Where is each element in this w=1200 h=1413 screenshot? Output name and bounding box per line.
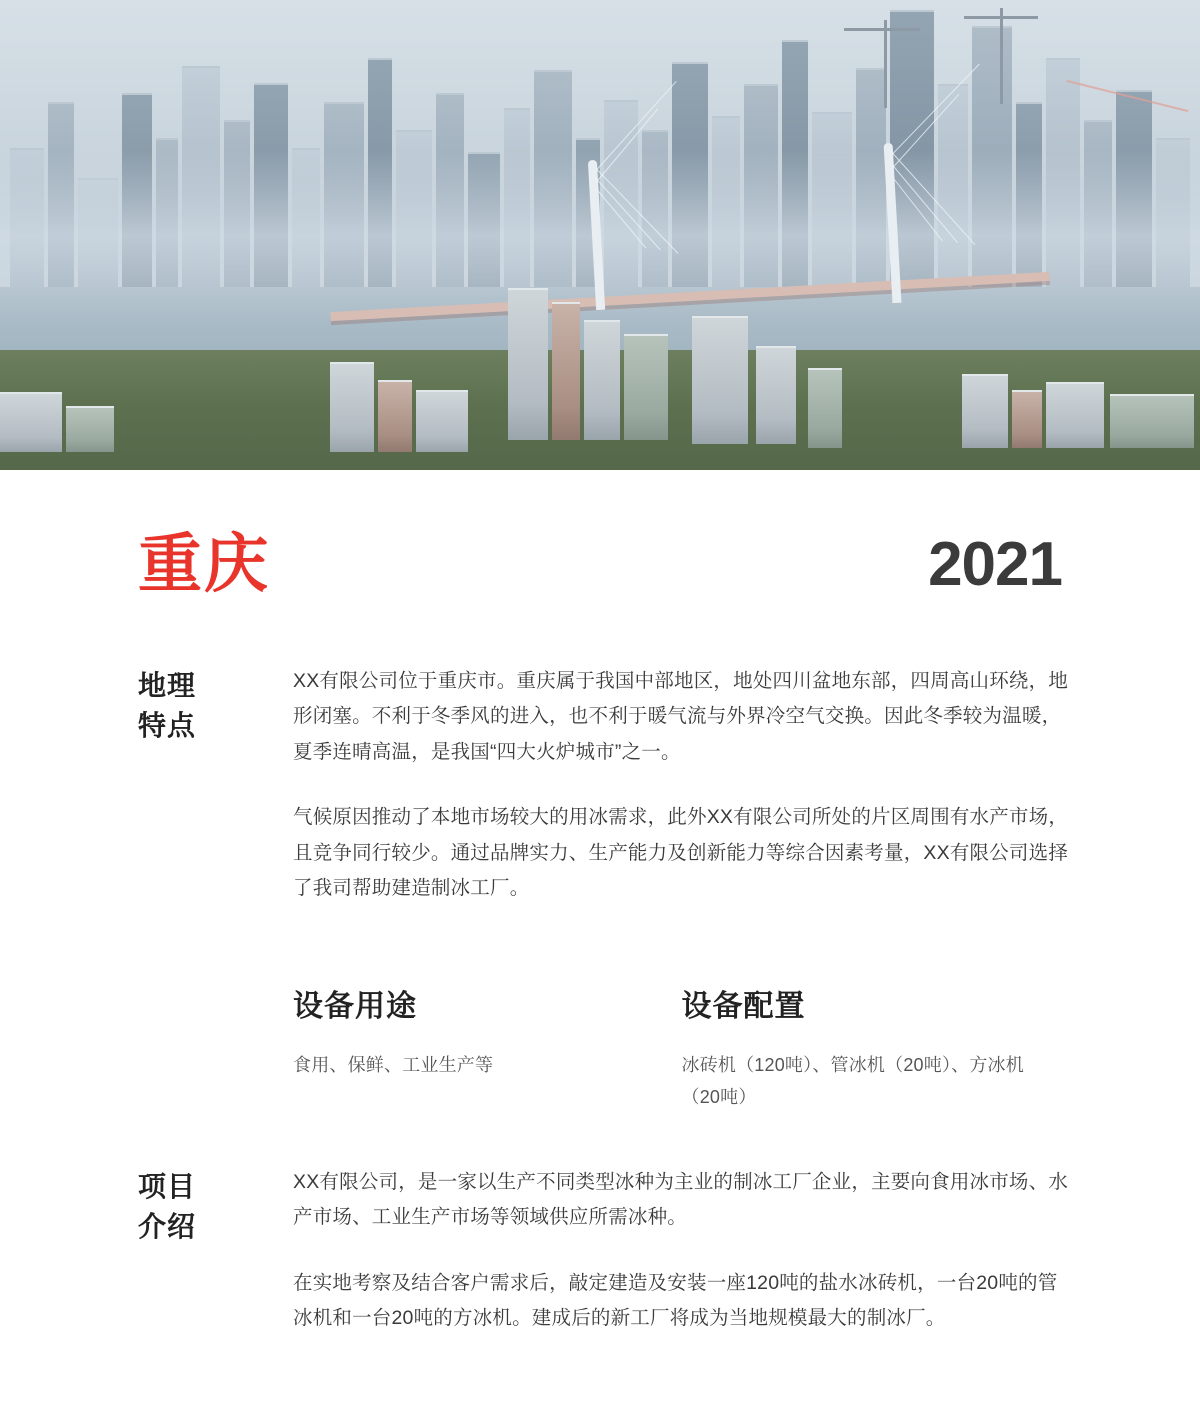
section-label-line1: 地理 bbox=[138, 670, 197, 701]
paragraph: XX有限公司，是一家以生产不同类型冰种为主业的制冰工厂企业，主要向食用冰市场、水产市场、工业生产市场等领域供应所需冰种。 bbox=[293, 1170, 1069, 1229]
crane-icon bbox=[884, 20, 887, 108]
page-title: 重庆 bbox=[138, 528, 270, 600]
spec-column-usage bbox=[293, 981, 682, 1113]
spec-title: 设备配置 bbox=[681, 989, 806, 1023]
foreground-building bbox=[0, 392, 62, 452]
year-label: 2021 bbox=[928, 530, 1062, 599]
section-geography bbox=[138, 664, 1070, 1113]
spec-title: 设备用途 bbox=[293, 989, 417, 1023]
foreground-building bbox=[962, 374, 1008, 448]
section-label-project bbox=[138, 1165, 293, 1337]
crane-icon bbox=[844, 28, 920, 31]
page-content bbox=[0, 528, 1200, 1337]
crane-icon bbox=[1000, 8, 1003, 104]
paragraph: 气候原因推动了本地市场较大的用冰需求，此外XX有限公司所处的片区周围有水产市场，且竞争同行较少。通过品牌实力、生产能力及创新能力等综合因素考量，XX有限公司选择了我司帮助建造制冰工厂。 bbox=[293, 806, 1069, 900]
foreground-building bbox=[1110, 394, 1194, 448]
foreground-building bbox=[66, 406, 114, 452]
title-row bbox=[138, 528, 1062, 600]
crane-icon bbox=[964, 16, 1038, 19]
foreground-building bbox=[584, 320, 620, 440]
foreground-building bbox=[416, 390, 468, 452]
paragraph: 在实地考察及结合客户需求后，敲定建造及安装一座120吨的盐水冰砖机，一台20吨的管冰机和一台20吨的方冰机。建成后的新工厂将成为当地规模最大的制冰厂。 bbox=[293, 1271, 1058, 1330]
hero-image bbox=[0, 0, 1200, 470]
foreground-building bbox=[624, 334, 668, 440]
foreground-building bbox=[552, 302, 580, 440]
section-label-geography bbox=[138, 664, 293, 1113]
section-body-project bbox=[293, 1165, 1070, 1337]
section-label-line1: 项目 bbox=[138, 1170, 197, 1202]
foreground-building bbox=[692, 316, 748, 444]
foreground-building bbox=[508, 288, 548, 440]
section-label-line2: 特点 bbox=[138, 709, 197, 741]
spec-columns bbox=[293, 981, 1070, 1113]
foreground-building bbox=[378, 380, 412, 452]
spec-column-configuration bbox=[682, 981, 1071, 1113]
section-project-intro bbox=[138, 1165, 1070, 1337]
foreground-building bbox=[756, 346, 796, 444]
paragraph: XX有限公司位于重庆市。重庆属于我国中部地区，地处四川盆地东部，四周高山环绕，地形闭塞。不利于冬季风的进入，也不利于暖气流与外界冷空气交换。因此冬季较为温暖，夏季连晴高温，是我国“四大火炉城市”之一。 bbox=[293, 670, 1069, 763]
section-label-line2: 介绍 bbox=[138, 1210, 197, 1242]
foreground-building bbox=[1046, 382, 1104, 448]
foreground-building bbox=[330, 362, 374, 452]
spec-text: 冰砖机（120吨）、管冰机（20吨）、方冰机（20吨） bbox=[681, 1054, 1024, 1107]
spec-text: 食用、保鲜、工业生产等 bbox=[293, 1054, 494, 1075]
foreground-building bbox=[1012, 390, 1042, 448]
section-body-geography bbox=[293, 664, 1070, 1113]
foreground-building bbox=[808, 368, 842, 448]
